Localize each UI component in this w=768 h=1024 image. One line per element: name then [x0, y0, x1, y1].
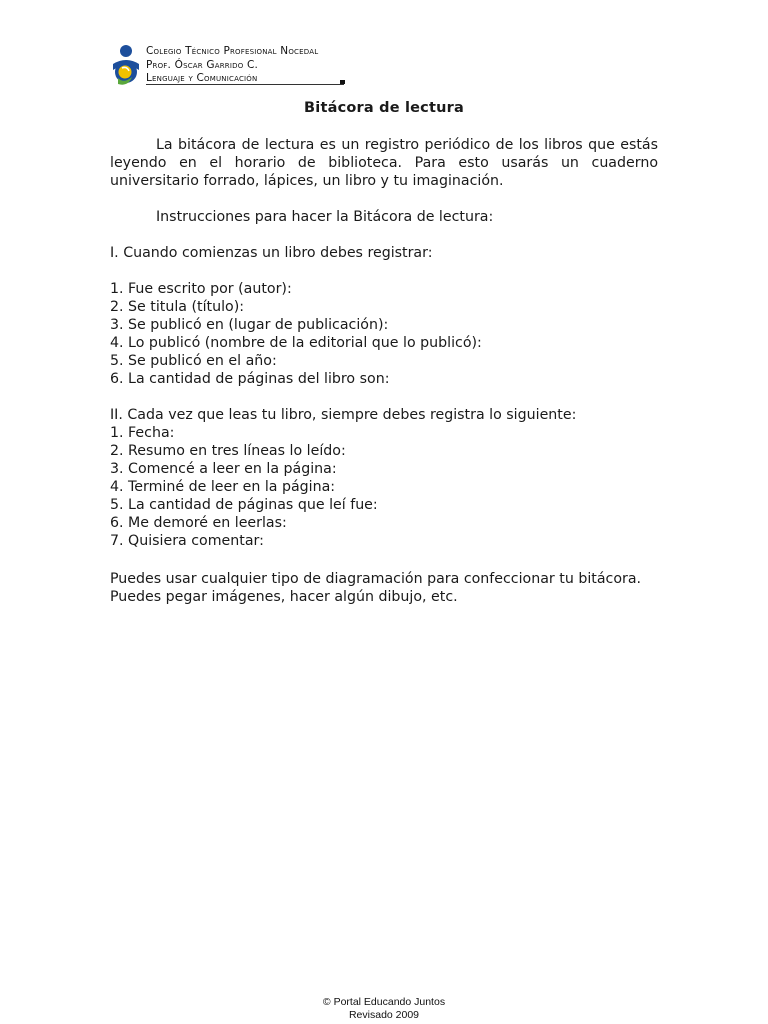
page-footer [0, 996, 768, 1021]
section2-heading: II. Cada vez que leas tu libro, siempre debes registra lo siguiente: [110, 407, 577, 423]
section2-block [110, 406, 658, 550]
subject-name: Lenguaje y Comunicación [146, 72, 258, 84]
list-item: 1. Fecha: [110, 425, 175, 441]
header-mark-icon [340, 80, 345, 84]
list-item: 4. Lo publicó (nombre de la editorial que lo publicó): [110, 335, 482, 351]
section1-list [110, 280, 658, 388]
footer-copyright: © Portal Educando Juntos [322, 996, 446, 1008]
list-item: 5. La cantidad de páginas que leí fue: [110, 497, 378, 513]
teacher-name: Prof. Óscar Garrido C. [146, 58, 259, 71]
list-item: 3. Se publicó en (lugar de publicación): [110, 317, 389, 333]
school-header [110, 44, 350, 90]
list-item: 7. Quisiera comentar: [110, 533, 264, 549]
list-item: 2. Se titula (título): [110, 299, 245, 315]
school-logo-icon [110, 44, 142, 88]
list-item: 1. Fue escrito por (autor): [110, 281, 292, 297]
school-name: Colegio Técnico Profesional Nocedal [146, 45, 319, 57]
list-item: 5. Se publicó en el año: [110, 353, 277, 369]
section1-heading: I. Cuando comienzas un libro debes registrar: [110, 245, 433, 261]
document-title: Bitácora de lectura [304, 100, 464, 116]
list-item: 3. Comencé a leer en la página: [110, 461, 337, 477]
footer-revision: Revisado 2009 [348, 1008, 420, 1021]
intro-paragraph: La bitácora de lectura es un registro periódico de los libros que estás leyendo en el horario de biblioteca. Para esto usarás un cuaderno universitario forrado, lápices, un libro y tu imaginación. [110, 137, 658, 189]
closing-paragraph: Puedes usar cualquier tipo de diagramación para confeccionar tu bitácora. Puedes pegar imágenes, hacer algún dibujo, etc. [110, 571, 642, 605]
instructions-heading: Instrucciones para hacer la Bitácora de lectura: [156, 209, 494, 225]
list-item: 6. La cantidad de páginas del libro son: [110, 371, 390, 387]
header-text [146, 45, 356, 86]
list-item: 6. Me demoré en leerlas: [110, 515, 287, 531]
list-item: 4. Terminé de leer en la página: [110, 479, 336, 495]
header-divider [146, 84, 344, 85]
list-item: 2. Resumo en tres líneas lo leído: [110, 443, 346, 459]
